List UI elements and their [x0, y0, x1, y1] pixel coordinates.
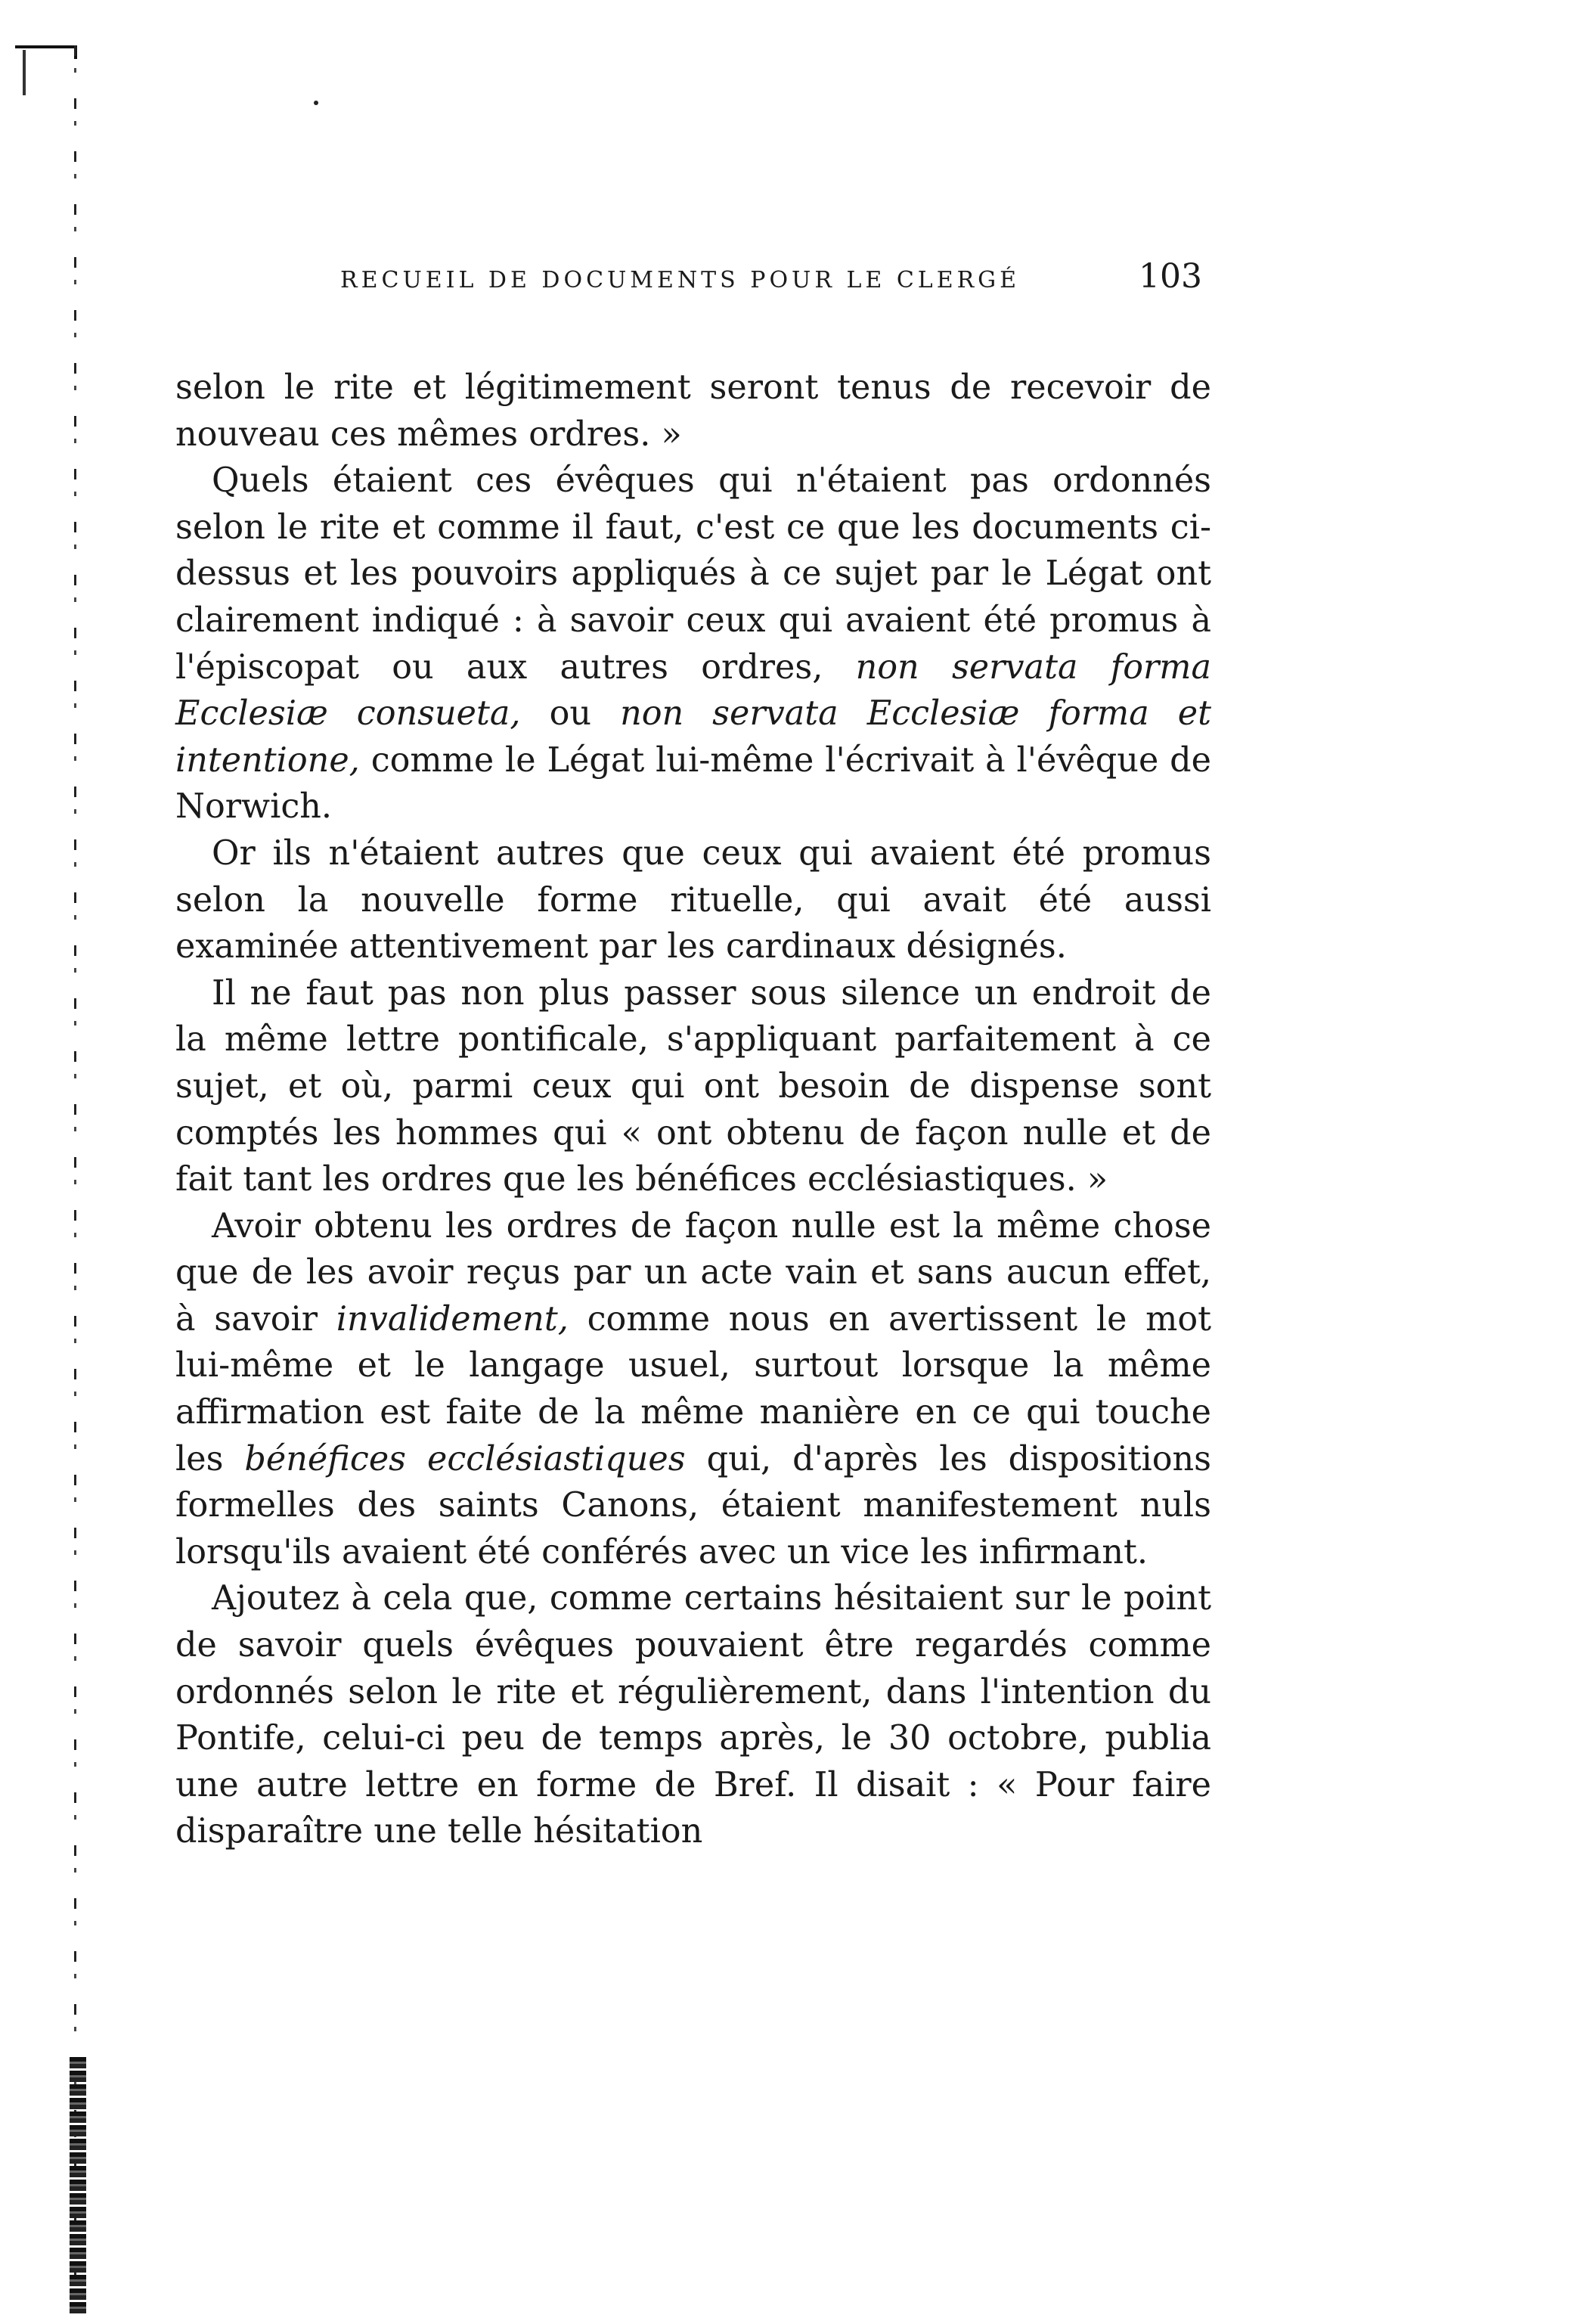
running-title: RECUEIL DE DOCUMENTS POUR LE CLERGÉ	[340, 267, 1021, 293]
paragraph-2-latin-1: non servata forma Ecclesiæ consueta,	[175, 647, 1211, 734]
page-header	[340, 257, 1202, 296]
body-text	[175, 365, 1211, 1855]
paragraph-3-text: Or ils n'étaient autres que ceux qui avaient été promus selon la nouvelle forme rituelle, qui avait été aussi examinée attentivement par les cardinaux désignés.	[175, 833, 1211, 967]
binding-stitch-line	[74, 45, 76, 2314]
paragraph-6	[175, 1575, 1211, 1855]
paragraph-5-italic-1: invalidement,	[336, 1299, 569, 1339]
ink-speck	[314, 101, 318, 105]
paragraph-5	[175, 1203, 1211, 1576]
paragraph-6-text: Ajoutez à cela que, comme certains hésitaient sur le point de savoir quels évêques pouvaient être regardés comme ordonnés selon le rite et régulièrement, dans l'intention du Pontife, celui-ci peu de temps après, le 30 octobre, publia une autre lettre en forme de Bref. Il disait : « Pour faire disparaître une telle hésitation	[175, 1579, 1211, 1851]
paragraph-2-text-c: comme le Légat lui-même l'écrivait à l'évêque de Norwich.	[175, 740, 1211, 827]
paragraph-4	[175, 970, 1211, 1203]
paragraph-2	[175, 458, 1211, 830]
paragraph-5-text-b: comme nous en avertissent le mot lui-même et le langage usuel, surtout lorsque la même affirmation est faite de la même manière en ce qui touche les	[175, 1299, 1212, 1478]
paragraph-5-italic-2: bénéfices ecclésiastiques	[244, 1439, 686, 1478]
paragraph-4-text: Il ne faut pas non plus passer sous silence un endroit de la même lettre pontificale, s'appliquant parfaitement à ce sujet, et où, parmi ceux qui ont besoin de dispense sont comptés les hommes qui « ont obtenu de façon nulle et de fait tant les ordres que les bénéfices ecclésiastiques. »	[175, 973, 1211, 1199]
page-number: 103	[1139, 257, 1202, 296]
paragraph-2-text-a: Quels étaient ces évêques qui n'étaient pas ordonnés selon le rite et comme il faut, c'est ce que les documents ci-dessus et les pouvoirs appliqués à ce sujet par le Légat ont clairement indiqué : à savoir ceux qui avaient été promus à l'épiscopat ou aux autres ordres,	[175, 461, 1211, 687]
binding-corner-mark-stem	[23, 50, 26, 95]
binding-spine-texture	[70, 2057, 86, 2314]
paragraph-1	[175, 365, 1211, 458]
paragraph-3	[175, 830, 1211, 970]
book-binding-edge	[68, 45, 89, 2314]
paragraph-2-text-b: ou	[520, 694, 621, 734]
paragraph-5-text-c: qui, d'après les dispositions formelles des saints Canons, étaient manifestement nuls lorsqu'ils avaient été conférés avec un vice les infirmant.	[175, 1439, 1211, 1572]
paragraph-5-text-a: Avoir obtenu les ordres de façon nulle est la même chose que de les avoir reçus par un acte vain et sans aucun effet, à savoir	[175, 1206, 1211, 1339]
paragraph-2-latin-2: non servata Ecclesiæ forma et intentione,	[175, 694, 1212, 780]
paragraph-1-text: selon le rite et légitimement seront tenus de recevoir de nouveau ces mêmes ordres. »	[175, 368, 1211, 454]
